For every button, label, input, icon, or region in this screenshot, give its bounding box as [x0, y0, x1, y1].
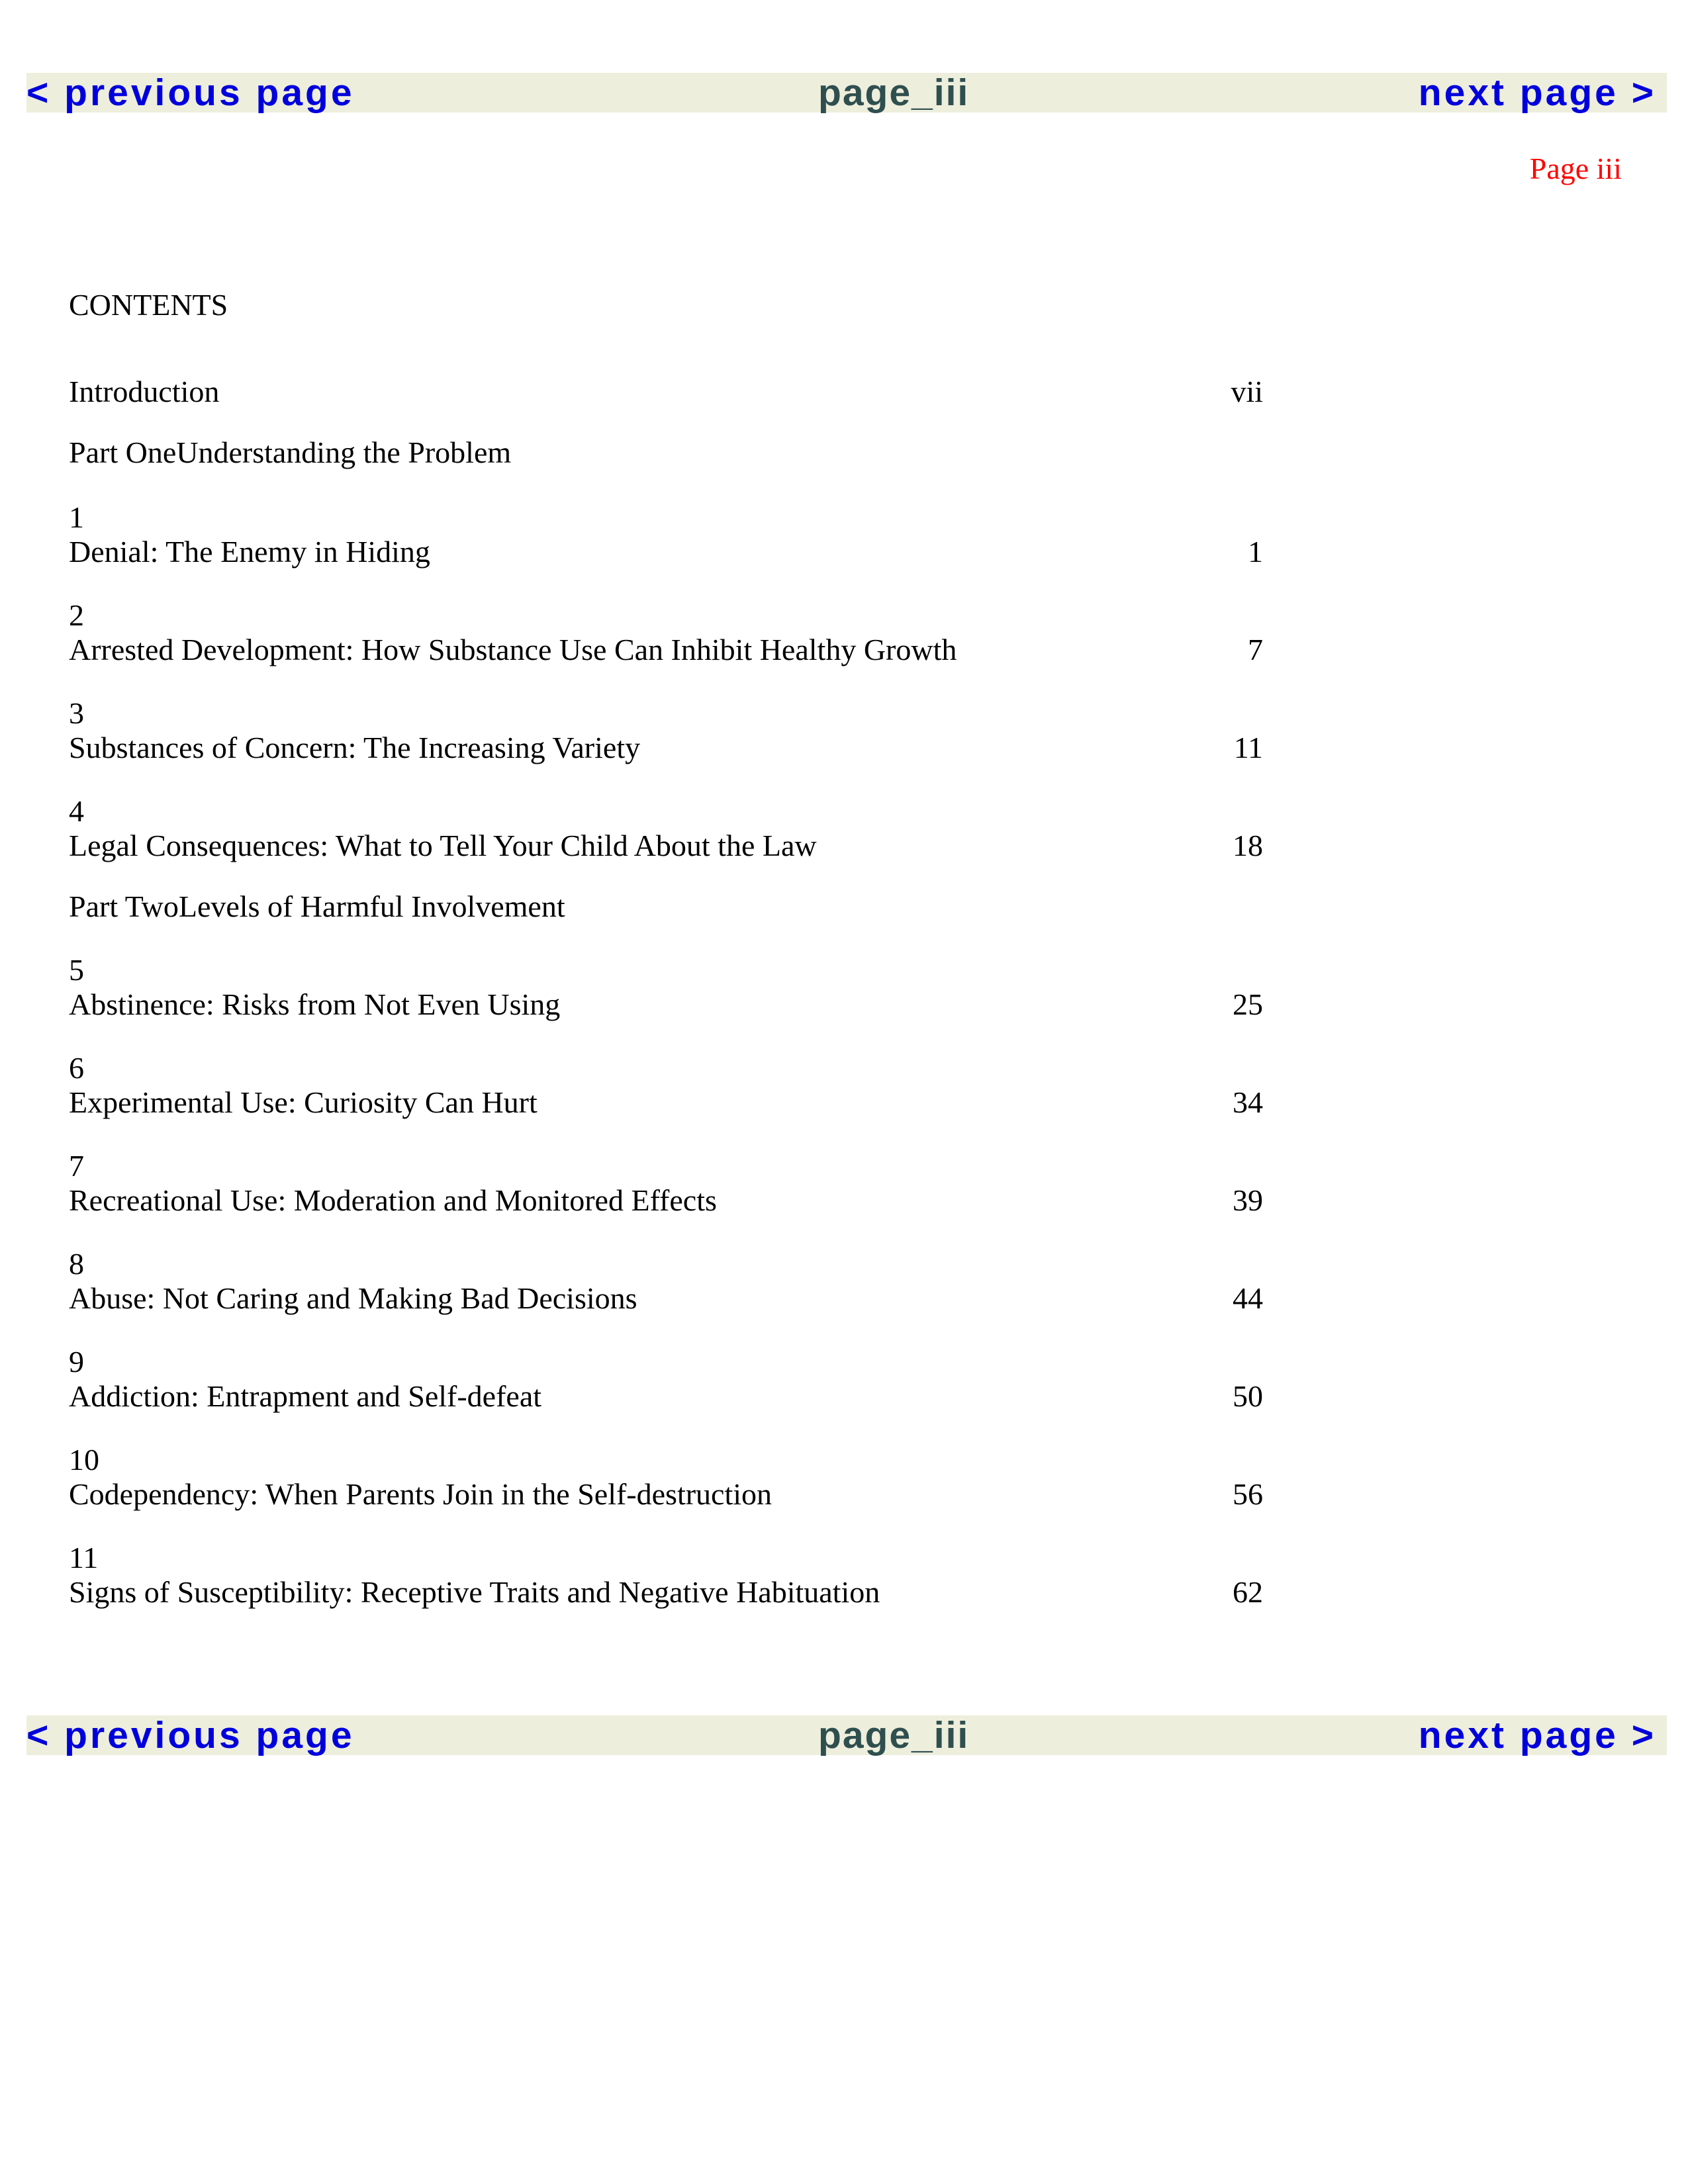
toc-entry-chapter-3 [69, 729, 1263, 766]
toc-entry-title: Signs of Susceptibility: Receptive Traits and Negative Habituation [69, 1575, 880, 1609]
toc-entry-chapter-9 [69, 1378, 1263, 1415]
toc-entry-chapter-8 [69, 1280, 1263, 1317]
toc-entry-chapter-2 [69, 631, 1263, 668]
toc-entry-page: 11 [1233, 731, 1263, 764]
top-navigation-bar [26, 73, 1667, 113]
chapter-number: 9 [69, 1345, 84, 1379]
toc-entry-page: 56 [1233, 1477, 1263, 1511]
chapter-number: 6 [69, 1051, 84, 1085]
chapter-number: 10 [69, 1443, 99, 1477]
chapter-number: 1 [69, 500, 84, 534]
toc-entry-chapter-10 [69, 1476, 1263, 1513]
chapter-number: 3 [69, 696, 84, 730]
toc-entry-page: 44 [1233, 1281, 1263, 1315]
chapter-number: 11 [69, 1541, 99, 1574]
toc-entry-page: 18 [1233, 829, 1263, 862]
toc-entry-chapter-1 [69, 533, 1263, 570]
toc-entry-page: 50 [1233, 1379, 1263, 1413]
bottom-navigation-bar [26, 1715, 1667, 1755]
toc-entry-chapter-4 [69, 827, 1263, 864]
chapter-number: 4 [69, 794, 84, 828]
toc-entry-page: 62 [1233, 1575, 1263, 1609]
toc-entry-chapter-6 [69, 1084, 1263, 1121]
toc-entry-title: Denial: The Enemy in Hiding [69, 535, 430, 569]
next-page-link[interactable]: next page > [1418, 71, 1656, 114]
part-heading-one: Part OneUnderstanding the Problem [69, 435, 512, 469]
contents-heading: CONTENTS [69, 288, 228, 322]
toc-entry-title: Substances of Concern: The Increasing Variety [69, 731, 641, 764]
chapter-number: 2 [69, 598, 84, 632]
page-identifier: page_iii [818, 71, 970, 114]
chapter-number: 7 [69, 1149, 84, 1183]
part-heading-two: Part TwoLevels of Harmful Involvement [69, 889, 565, 923]
toc-entry-page: 25 [1233, 987, 1263, 1021]
toc-entry-chapter-5 [69, 986, 1263, 1023]
toc-entry-title: Abstinence: Risks from Not Even Using [69, 987, 561, 1021]
toc-entry-page: 7 [1248, 633, 1263, 666]
toc-entry-page: vii [1231, 375, 1263, 408]
toc-entry-title: Experimental Use: Curiosity Can Hurt [69, 1085, 538, 1119]
previous-page-link[interactable]: < previous page [26, 1714, 355, 1756]
toc-entry-page: 39 [1233, 1183, 1263, 1217]
toc-entry-title: Legal Consequences: What to Tell Your Child About the Law [69, 829, 817, 862]
chapter-number: 8 [69, 1247, 84, 1281]
toc-entry-title: Recreational Use: Moderation and Monitored Effects [69, 1183, 717, 1217]
toc-entry-chapter-7 [69, 1182, 1263, 1219]
page-identifier: page_iii [818, 1714, 970, 1756]
chapter-number: 5 [69, 953, 84, 987]
toc-entry-title: Abuse: Not Caring and Making Bad Decisions [69, 1281, 637, 1315]
next-page-link[interactable]: next page > [1418, 1714, 1656, 1756]
previous-page-link[interactable]: < previous page [26, 71, 355, 114]
toc-entry-page: 1 [1248, 535, 1263, 569]
toc-entry-introduction [69, 373, 1263, 410]
toc-entry-chapter-11 [69, 1574, 1263, 1611]
page-marker: Page iii [1529, 152, 1622, 185]
toc-entry-title: Codependency: When Parents Join in the Self-destruction [69, 1477, 773, 1511]
toc-entry-page: 34 [1233, 1085, 1263, 1119]
toc-entry-title: Addiction: Entrapment and Self-defeat [69, 1379, 542, 1413]
toc-entry-title: Arrested Development: How Substance Use Can Inhibit Healthy Growth [69, 633, 957, 666]
toc-entry-title: Introduction [69, 375, 220, 408]
